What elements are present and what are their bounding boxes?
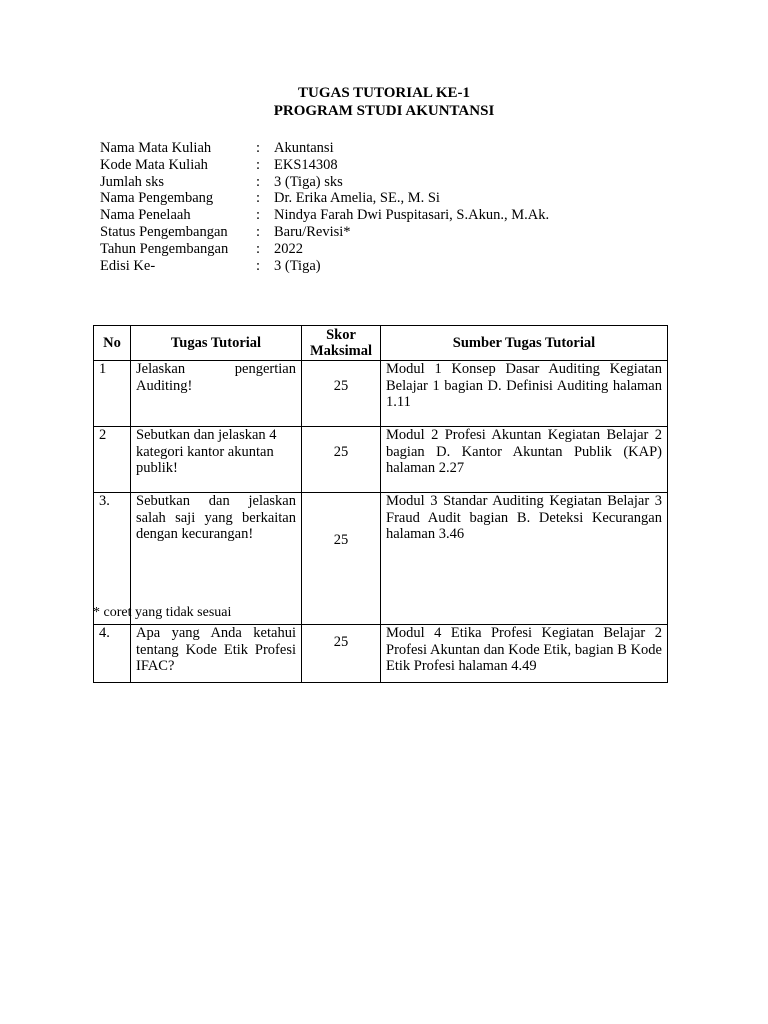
cell-score: 25 [302, 427, 381, 493]
table-row [94, 361, 668, 427]
header-task: Tugas Tutorial [131, 326, 302, 361]
cell-task: Jelaskan pengertian Auditing! [131, 361, 302, 427]
cell-task: Sebutkan dan jelaskan 4 kategori kantor akuntan publik! [131, 427, 302, 493]
cell-no: 1 [94, 361, 131, 427]
info-label: Status Pengembangan [100, 223, 228, 240]
cell-source: Modul 4 Etika Profesi Kegiatan Belajar 2 Profesi Akuntan dan Kode Etik, bagian B Kode Etik Profesi halaman 4.49 [381, 625, 668, 683]
cell-score: 25 [302, 493, 381, 625]
table-row [94, 625, 668, 683]
header-score-line1: Skor [326, 326, 356, 343]
info-value: 2022 [274, 240, 303, 257]
info-label: Jumlah sks [100, 173, 165, 190]
info-colon: : [256, 207, 261, 224]
cell-source: Modul 1 Konsep Dasar Auditing Kegiatan Belajar 1 bagian D. Definisi Auditing halaman 1.11 [381, 361, 668, 427]
cell-task: Sebutkan dan jelaskan salah saji yang berkaitan dengan kecurangan! [131, 493, 302, 625]
header-score [302, 326, 381, 361]
document-subtitle: PROGRAM STUDI AKUNTANSI [273, 103, 495, 119]
info-value: Dr. Erika Amelia, SE., M. Si [274, 190, 440, 207]
info-colon: : [256, 190, 261, 207]
header-no: No [94, 326, 131, 361]
cell-no: 4. [94, 625, 131, 683]
info-label: Nama Mata Kuliah [100, 140, 212, 156]
info-colon: : [256, 257, 261, 274]
info-colon: : [256, 223, 261, 240]
footnote: * coret yang tidak sesuai [93, 605, 232, 620]
cell-no: 3. [94, 493, 131, 625]
header-source: Sumber Tugas Tutorial [381, 326, 668, 361]
header-score-line2: Maksimal [309, 343, 373, 359]
info-label: Nama Pengembang [100, 190, 214, 207]
info-label: Nama Penelaah [100, 207, 191, 224]
info-value: EKS14308 [274, 156, 338, 173]
info-colon: : [256, 173, 261, 190]
cell-task: Apa yang Anda ketahui tentang Kode Etik Profesi IFAC? [131, 625, 302, 683]
info-value: Akuntansi [274, 140, 334, 156]
info-label: Edisi Ke- [100, 257, 156, 274]
cell-score: 25 [302, 625, 381, 683]
tutorial-task-table [93, 325, 668, 683]
info-value: Baru/Revisi* [274, 223, 351, 240]
table-header-row [94, 326, 668, 361]
info-value: 3 (Tiga) sks [274, 173, 343, 190]
document-title: TUGAS TUTORIAL KE-1 [298, 85, 470, 101]
cell-no: 2 [94, 427, 131, 493]
cell-score: 25 [302, 361, 381, 427]
info-value: Nindya Farah Dwi Puspitasari, S.Akun., M.Ak. [274, 207, 550, 224]
cell-source: Modul 3 Standar Auditing Kegiatan Belajar 3 Fraud Audit bagian B. Deteksi Kecurangan halaman 3.46 [381, 493, 668, 625]
info-colon: : [256, 156, 261, 173]
info-colon: : [256, 240, 261, 257]
info-colon: : [256, 140, 261, 156]
info-value: 3 (Tiga) [274, 257, 321, 274]
info-label: Kode Mata Kuliah [100, 156, 208, 173]
table-row [94, 427, 668, 493]
info-label: Tahun Pengembangan [100, 240, 229, 257]
cell-source: Modul 2 Profesi Akuntan Kegiatan Belajar 2 bagian D. Kantor Akuntan Publik (KAP) halaman 2.27 [381, 427, 668, 493]
